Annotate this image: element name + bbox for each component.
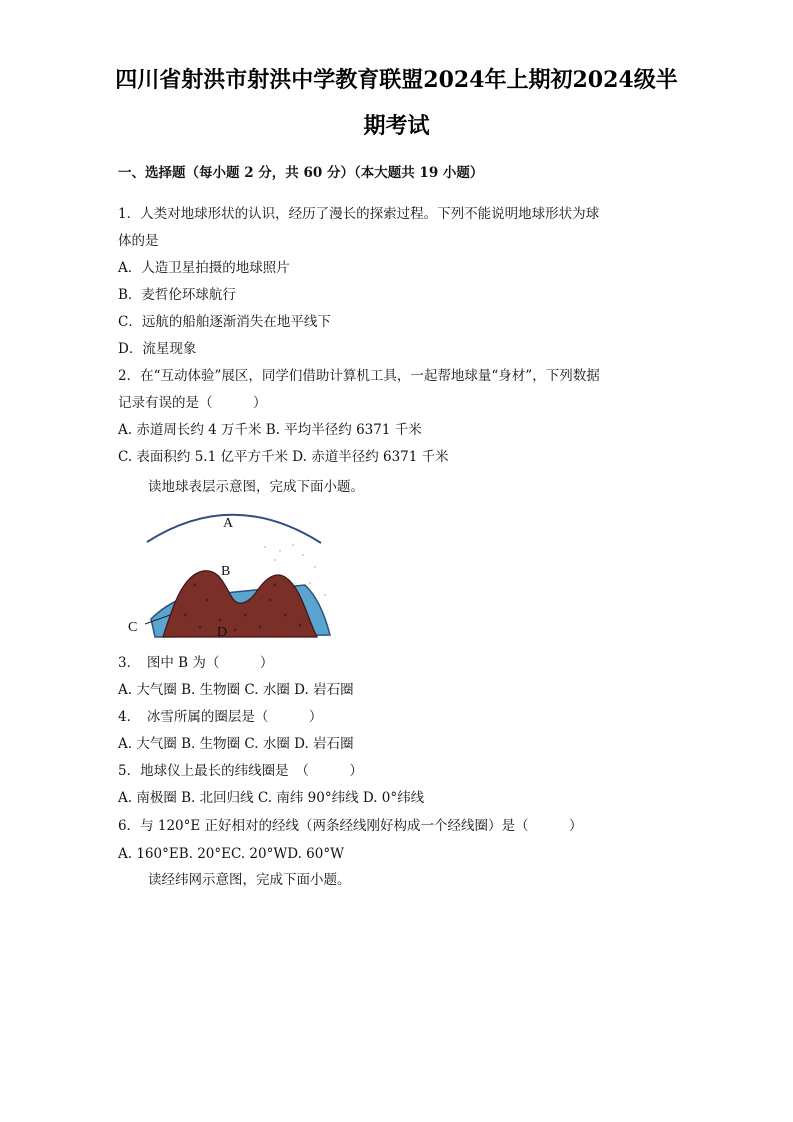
reading-instruction-2: 读经纬网示意图，完成下面小题。	[148, 872, 351, 888]
q5-stem: 5．地球仪上最长的纬线圈是 （ ）	[118, 763, 363, 779]
q1-stem-line1: 1．人类对地球形状的认识，经历了漫长的探索过程。下列不能说明地球形状为球	[118, 206, 600, 222]
exam-title-line1: 四川省射洪市射洪中学教育联盟2024年上期初2024级半	[115, 67, 678, 93]
label-c: C	[128, 620, 138, 635]
label-d: D	[217, 625, 228, 640]
q6-options: A. 160°EB. 20°EC. 20°WD. 60°W	[118, 846, 344, 862]
q4-options: A. 大气圈 B. 生物圈 C. 水圈 D. 岩石圈	[118, 736, 354, 752]
q1-option-b: B．麦哲伦环球航行	[118, 287, 236, 303]
q1-option-d: D．流星现象	[118, 341, 197, 357]
q3-options: A. 大气圈 B. 生物圈 C. 水圈 D. 岩石圈	[118, 682, 354, 698]
exam-title-line2: 期考试	[363, 113, 430, 139]
q2-stem-line2: 记录有误的是（ ）	[118, 395, 267, 411]
label-b: B	[221, 564, 231, 579]
reading-instruction-1: 读地球表层示意图，完成下面小题。	[148, 479, 364, 495]
label-a: A	[223, 516, 234, 531]
q3-stem: 3． 图中 B 为（ ）	[118, 655, 274, 671]
q2-options-line2: C. 表面积约 5.1 亿平方千米 D. 赤道半径约 6371 千米	[118, 449, 449, 465]
q1-option-c: C．远航的船舶逐渐消失在地平线下	[118, 314, 331, 330]
q5-options: A. 南极圈 B. 北回归线 C. 南纬 90°纬线 D. 0°纬线	[118, 790, 425, 806]
q1-stem-line2: 体的是	[118, 233, 159, 249]
section-heading: 一、选择题（每小题 2 分，共 60 分）（本大题共 19 小题）	[118, 165, 484, 181]
q2-options-line1: A. 赤道周长约 4 万千米 B. 平均半径约 6371 千米	[118, 422, 422, 438]
earth-layers-figure	[125, 505, 340, 645]
q1-option-a: A．人造卫星拍摄的地球照片	[118, 260, 290, 276]
atmosphere-arc	[147, 515, 321, 543]
q2-stem-line1: 2．在“互动体验”展区，同学们借助计算机工具，一起帮地球量“身材”，下列数据	[118, 368, 600, 384]
rock-layer	[163, 571, 317, 637]
q4-stem: 4． 冰雪所属的圈层是（ ）	[118, 709, 323, 725]
q6-stem: 6．与 120°E 正好相对的经线（两条经线刚好构成一个经线圈）是（ ）	[118, 818, 583, 834]
